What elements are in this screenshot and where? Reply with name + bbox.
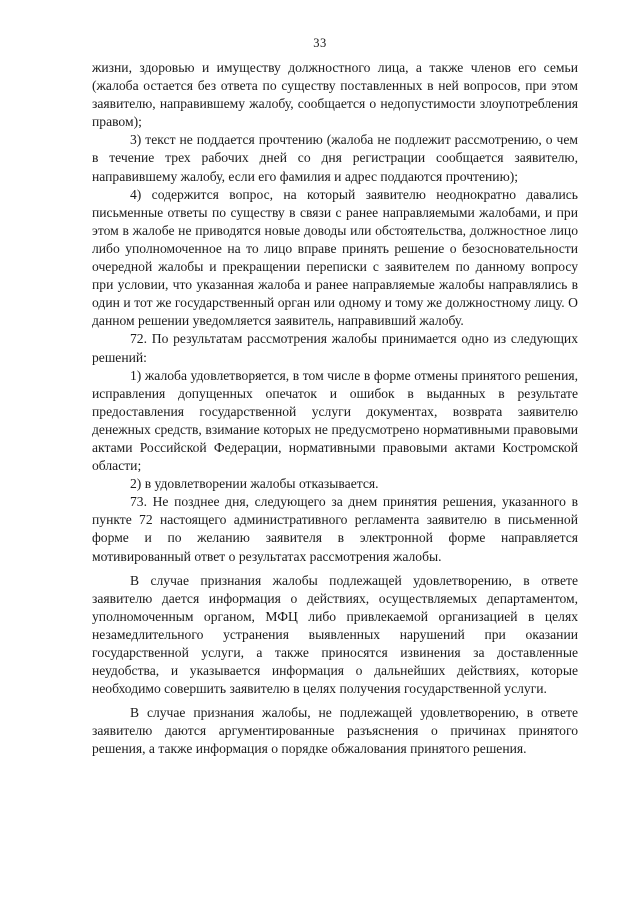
paragraph-complaint-satisfied: В случае признания жалобы подлежащей удовлетворению, в ответе заявителю дается информация о действиях, осуществляемых департаментом, уполномоченным органом, МФЦ либо привлекаемой организацией в целях незамедлительного устранения выявленных нарушений при оказании государственной услуги, а также приносятся извинения за доставленные неудобства, и указывается информация о дальнейших действиях, которые необходимо совершить заявителю в целях получения государственной услуги. — [92, 572, 578, 697]
page-number: 33 — [313, 36, 327, 50]
paragraph-section-73: 73. Не позднее дня, следующего за днем принятия решения, указанного в пункте 72 настоящего административного регламента заявителю в письменной форме и по желанию заявителя в электронной форме направляется мотивированный ответ о результатах рассмотрения жалобы. — [92, 494, 578, 564]
paragraph-complaint-rejected: В случае признания жалобы, не подлежащей удовлетворению, в ответе заявителю даются аргументированные разъяснения о причинах принятого решения, а также информация о порядке обжалования принятого решения. — [92, 705, 578, 757]
paragraph-section-72: 72. По результатам рассмотрения жалобы принимается одно из следующих решений: — [92, 331, 578, 365]
document-body — [92, 59, 578, 759]
paragraph-72-item-2: 2) в удовлетворении жалобы отказывается. — [130, 476, 379, 492]
paragraph-item-4: 4) содержится вопрос, на который заявителю неоднократно давались письменные ответы по существу в связи с ранее направляемыми жалобами, и при этом в жалобе не приводятся новые доводы или обстоятельства, должностное лицо либо уполномоченное на то лицо вправе принять решение о безосновательности очередной жалобы и прекращении переписки с заявителем по данному вопросу при условии, что указанная жалоба и ранее направляемые жалобы направлялись в один и тот же государственный орган или одному и тому же должностному лицу. О данном решении уведомляется заявитель, направивший жалобу. — [92, 186, 578, 329]
paragraph-continuation: жизни, здоровью и имуществу должностного лица, а также членов его семьи (жалоба остается без ответа по существу поставленных в ней вопросов, при этом заявителю, направившему жалобу, сообщается о недопустимости злоупотребления правом); — [92, 60, 578, 130]
paragraph-item-3: 3) текст не поддается прочтению (жалоба не подлежит рассмотрению, о чем в течение трех рабочих дней со дня регистрации сообщается заявителю, направившему жалобу, если его фамилия и адрес поддаются прочтению); — [92, 132, 578, 184]
paragraph-72-item-1: 1) жалоба удовлетворяется, в том числе в форме отмены принятого решения, исправления допущенных опечаток и ошибок в выданных в результате предоставления государственной услуги документах, возврата заявителю денежных средств, взимание которых не предусмотрено нормативными правовыми актами Российской Федерации, нормативными правовыми актами Костромской области; — [92, 367, 578, 474]
